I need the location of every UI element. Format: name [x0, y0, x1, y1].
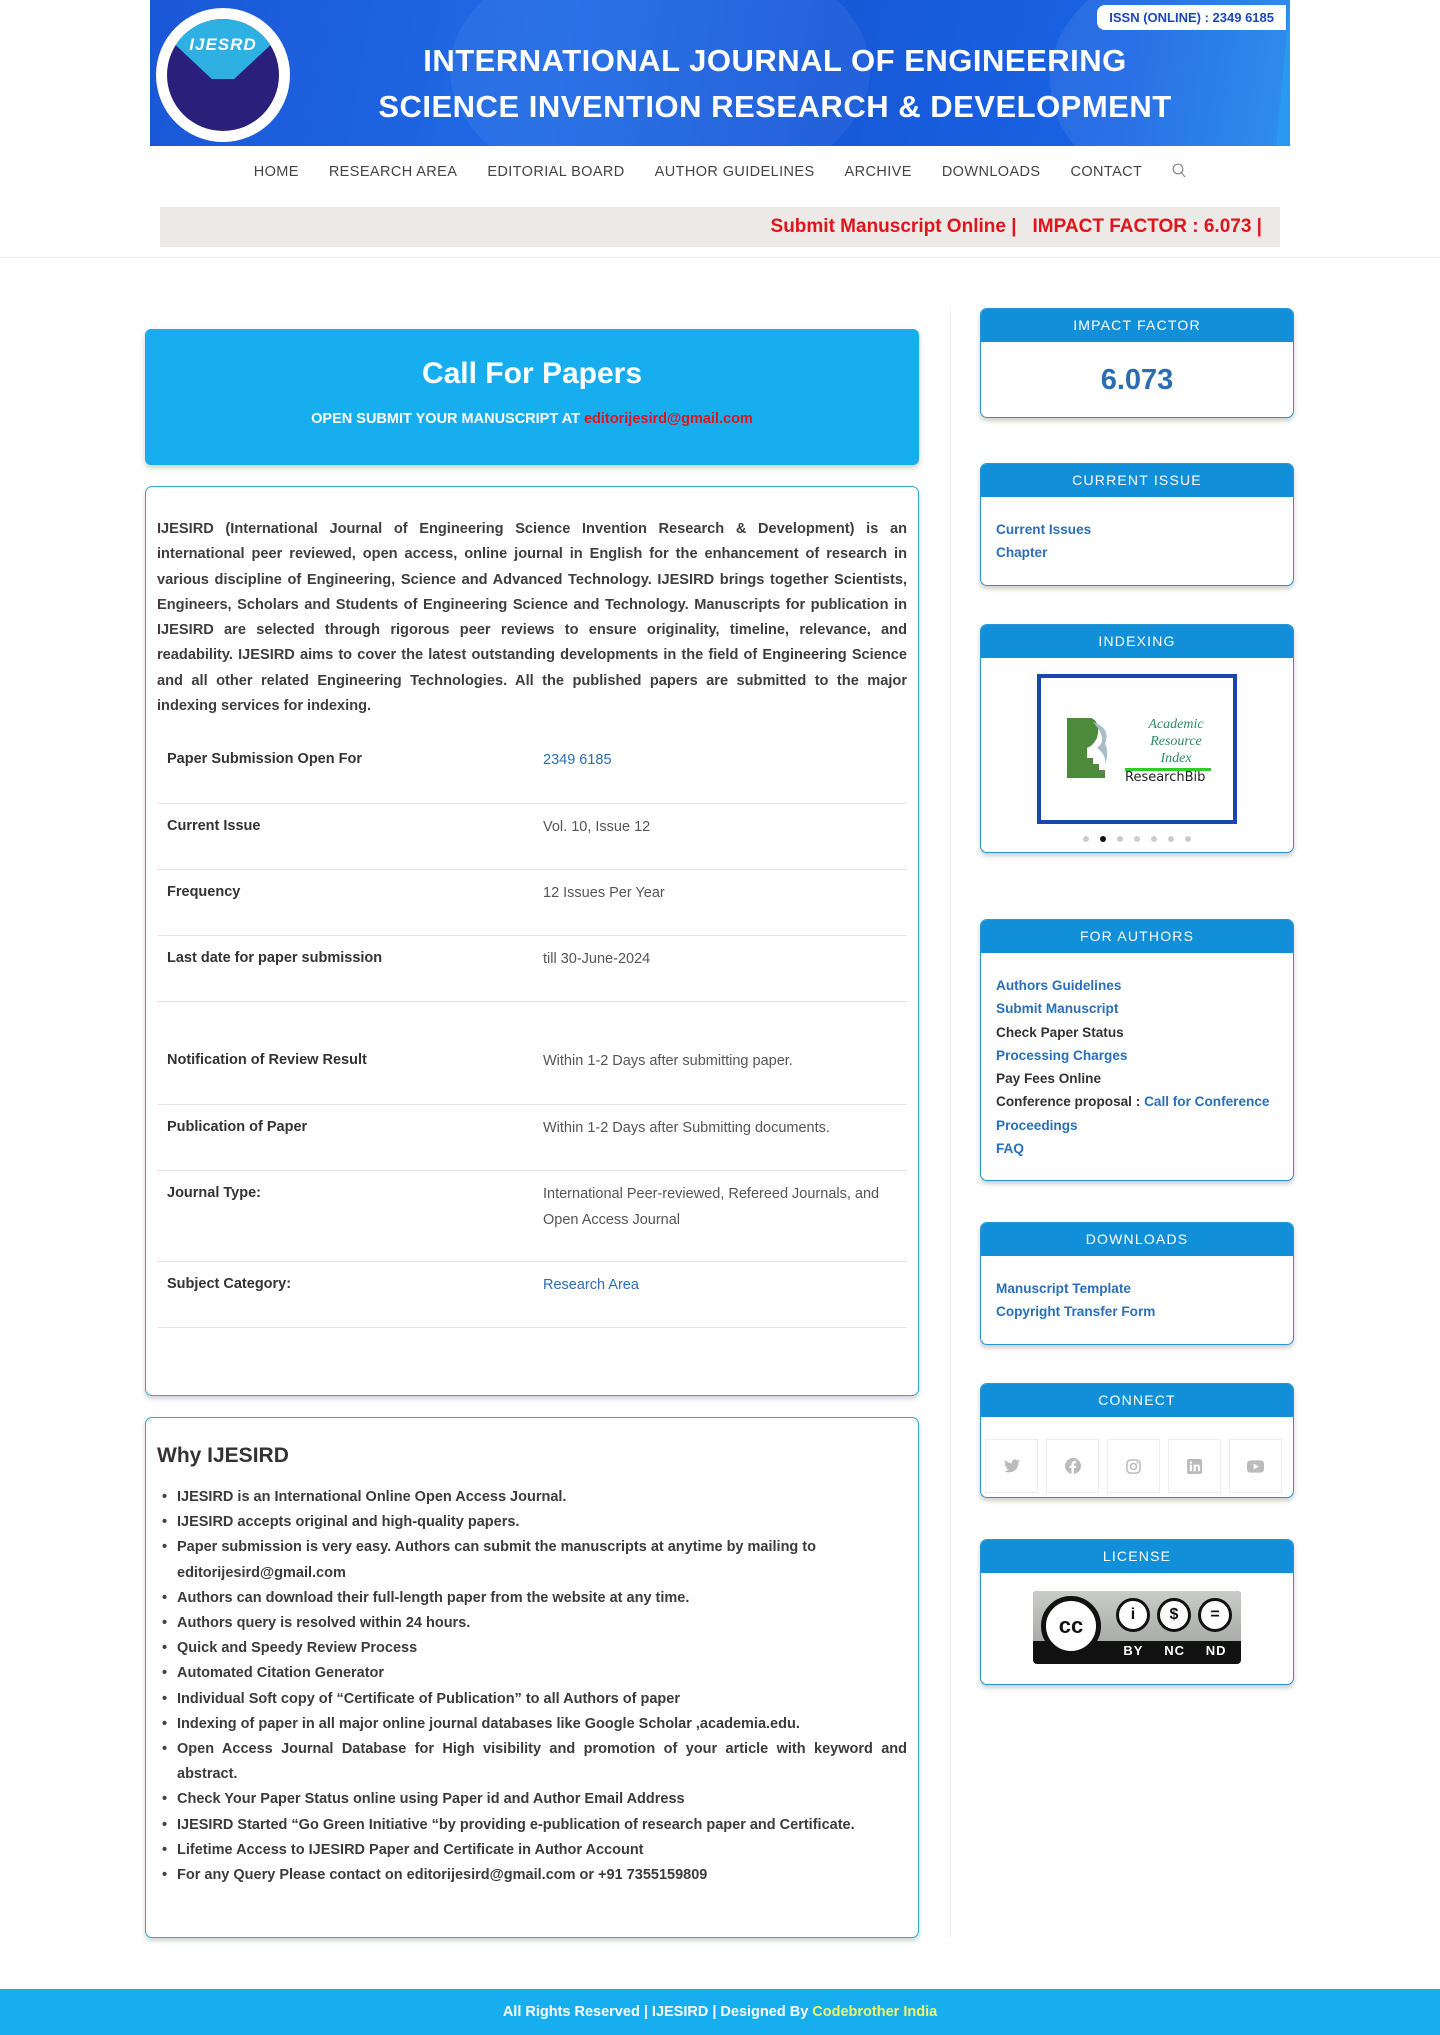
- pay-fees-online-link[interactable]: Pay Fees Online: [996, 1071, 1102, 1087]
- call-for-papers-subtitle: [145, 411, 919, 427]
- current-issues-link[interactable]: Current Issues: [996, 522, 1092, 537]
- row-value: till 30-June-2024: [543, 950, 651, 967]
- footer-text: All Rights Reserved | IJESIRD | Designed By: [502, 2004, 809, 2020]
- noderivatives-icon: =: [1198, 1598, 1232, 1632]
- column-divider: [950, 308, 951, 1938]
- journal-title: [300, 38, 1250, 130]
- authors-guidelines-link[interactable]: Authors Guidelines: [996, 978, 1122, 993]
- submission-email-link[interactable]: editorijesird@gmail.com: [583, 411, 753, 427]
- widget-title: DOWNLOADS: [981, 1223, 1293, 1256]
- widget-indexing: [980, 624, 1294, 853]
- social-links: [981, 1417, 1293, 1497]
- row-label: Last date for paper submission: [167, 949, 383, 966]
- widget-connect: [980, 1383, 1294, 1498]
- call-for-papers-title: Call For Papers: [421, 357, 643, 390]
- table-row: [157, 935, 907, 1001]
- nav-downloads[interactable]: DOWNLOADS: [941, 164, 1041, 180]
- widget-title: IMPACT FACTOR: [981, 309, 1293, 342]
- cc-labels: [1113, 1643, 1237, 1658]
- row-label: Notification of Review Result: [167, 1051, 367, 1068]
- nav-archive[interactable]: ARCHIVE: [844, 164, 912, 180]
- about-journal-card: [145, 486, 919, 1396]
- call-for-papers-text: OPEN SUBMIT YOUR MANUSCRIPT AT: [311, 411, 580, 427]
- row-value: 12 Issues Per Year: [543, 884, 665, 901]
- row-value: [533, 737, 907, 803]
- row-label: Paper Submission Open For: [167, 751, 362, 768]
- issn-link[interactable]: 2349 6185: [543, 752, 612, 769]
- why-title: Why IJESIRD: [157, 1444, 289, 1467]
- indexing-carousel-slide[interactable]: [1037, 674, 1237, 824]
- nav-home[interactable]: HOME: [253, 164, 299, 180]
- tagline-line: Index: [1160, 751, 1192, 766]
- cc-label-nc: NC: [1164, 1643, 1186, 1658]
- widget-title: CURRENT ISSUE: [981, 464, 1293, 497]
- carousel-dot-active[interactable]: [1100, 836, 1106, 842]
- call-for-conference-link[interactable]: Call for Conference: [1144, 1094, 1270, 1110]
- nav-research-area[interactable]: RESEARCH AREA: [328, 164, 458, 180]
- cc-by-nc-nd-badge[interactable]: [1033, 1591, 1241, 1664]
- ticker-submit-manuscript[interactable]: Submit Manuscript Online |: [770, 216, 1017, 237]
- noncommercial-icon: $: [1157, 1598, 1191, 1632]
- list-item: • Authors query is resolved within 24 hours.: [157, 1611, 907, 1636]
- conference-proposal: [996, 1090, 1278, 1113]
- carousel-dot[interactable]: [1083, 836, 1089, 842]
- row-value: [533, 1261, 907, 1327]
- journal-logo[interactable]: [156, 8, 290, 142]
- widget-license: [980, 1539, 1294, 1685]
- linkedin-icon[interactable]: [1168, 1439, 1221, 1493]
- row-label: Journal Type:: [167, 1184, 261, 1201]
- processing-charges-link[interactable]: Processing Charges: [996, 1047, 1128, 1063]
- carousel-dot[interactable]: [1151, 836, 1157, 842]
- list-item: • Individual Soft copy of “Certificate of Publication” to all Authors of paper: [157, 1687, 907, 1712]
- conference-label: Conference proposal :: [996, 1094, 1141, 1110]
- copyright-form-link[interactable]: Copyright Transfer Form: [996, 1304, 1156, 1320]
- issn-badge: ISSN (ONLINE) : 2349 6185: [1097, 5, 1286, 30]
- facebook-icon[interactable]: [1046, 1439, 1099, 1493]
- search-icon[interactable]: [1157, 163, 1201, 182]
- row-value: Vol. 10, Issue 12: [543, 818, 651, 835]
- news-ticker: [160, 207, 1280, 247]
- carousel-dots: [981, 836, 1293, 842]
- proceedings-link[interactable]: Proceedings: [996, 1117, 1078, 1133]
- carousel-dot[interactable]: [1117, 836, 1123, 842]
- row-value: International Peer-reviewed, Refereed Journals, and Open Access Journal: [543, 1185, 880, 1228]
- why-list: [157, 1485, 907, 1888]
- row-label: Frequency: [167, 883, 241, 900]
- list-item: • Check Your Paper Status online using Paper id and Author Email Address: [157, 1787, 907, 1812]
- list-item: • Paper submission is very easy. Authors can submit the manuscripts at anytime by mailing to editorijesird@gmail.com: [157, 1535, 907, 1585]
- check-paper-status-link[interactable]: Check Paper Status: [996, 1024, 1124, 1040]
- list-item: • For any Query Please contact on editorijesird@gmail.com or +91 7355159809: [157, 1863, 907, 1888]
- widget-downloads: [980, 1222, 1294, 1345]
- about-paragraph: IJESIRD (International Journal of Engineering Science Invention Research & Development) is an international peer reviewed, open access, online journal in English for the enhancement of research in various discipline of Engineering, Science and Advanced Technology. IJESIRD brings together Scientists, Engineers, Scholars and Students of Engineering Science and Technology. Manuscripts for publication in IJESIRD are selected through rigorous peer reviews to ensure originality, timeline, relevance, and readability. IJESIRD aims to cover the latest outstanding developments in the field of Engineering Science and all other related Engineering Technologies. All the published papers are submitted to the major indexing services for indexing.: [157, 521, 907, 715]
- journal-title-line2: SCIENCE INVENTION RESEARCH & DEVELOPMENT: [378, 89, 1172, 124]
- list-item: • IJESIRD accepts original and high-quality papers.: [157, 1510, 907, 1535]
- list-item: • Quick and Speedy Review Process: [157, 1636, 907, 1661]
- carousel-dot[interactable]: [1185, 836, 1191, 842]
- manuscript-template-link[interactable]: Manuscript Template: [996, 1281, 1131, 1296]
- why-journal-card: [145, 1417, 919, 1938]
- attribution-icon: i: [1116, 1598, 1150, 1632]
- site-banner[interactable]: [150, 0, 1290, 146]
- submit-manuscript-link[interactable]: Submit Manuscript: [996, 1001, 1119, 1017]
- list-item: • Open Access Journal Database for High visibility and promotion of your article with keyword and abstract.: [157, 1737, 907, 1787]
- row-value: Within 1-2 Days after Submitting documents.: [543, 1119, 830, 1136]
- widget-title: CONNECT: [981, 1384, 1293, 1417]
- row-label: Subject Category:: [167, 1275, 292, 1292]
- table-row: [157, 869, 907, 935]
- site-footer: [0, 1989, 1440, 2035]
- researchbib-logo-icon: [1067, 718, 1111, 782]
- research-area-link[interactable]: Research Area: [543, 1276, 639, 1293]
- twitter-icon[interactable]: [985, 1439, 1038, 1493]
- cc-label-nd: ND: [1205, 1643, 1227, 1658]
- carousel-dot[interactable]: [1168, 836, 1174, 842]
- widget-title: LICENSE: [981, 1540, 1293, 1573]
- logo-text: IJESRD: [189, 35, 257, 54]
- table-row: [157, 1261, 907, 1327]
- logo-emblem-icon: [167, 19, 279, 131]
- journal-title-line1: INTERNATIONAL JOURNAL OF ENGINEERING: [423, 43, 1127, 78]
- list-item: • Automated Citation Generator: [157, 1661, 907, 1686]
- widget-impact-factor: [980, 308, 1294, 418]
- cc-icon: cc: [1041, 1596, 1101, 1656]
- carousel-dot[interactable]: [1134, 836, 1140, 842]
- chapter-link[interactable]: Chapter: [996, 545, 1048, 561]
- cc-label-by: BY: [1123, 1643, 1144, 1658]
- call-for-papers-banner: [145, 329, 919, 465]
- designer-credit-link[interactable]: Codebrother India: [812, 2004, 938, 2020]
- list-item: • IJESIRD Started “Go Green Initiative “by providing e-publication of research paper and Certificate.: [157, 1813, 907, 1838]
- main-nav: [0, 146, 1440, 198]
- row-label: Current Issue: [167, 817, 261, 834]
- table-row: [157, 803, 907, 869]
- journal-info-table: [157, 737, 907, 1328]
- row-label: Publication of Paper: [167, 1118, 308, 1135]
- list-item: • Authors can download their full-length paper from the website at any time.: [157, 1586, 907, 1611]
- table-row: [157, 1170, 907, 1261]
- widget-current-issue: [980, 463, 1294, 586]
- faq-link[interactable]: FAQ: [996, 1141, 1024, 1157]
- list-item: • Indexing of paper in all major online journal databases like Google Scholar ,academia.edu.: [157, 1712, 907, 1737]
- table-row: [157, 1104, 907, 1170]
- researchbib-name: ResearchBib: [1125, 770, 1206, 785]
- researchbib-tagline: [1131, 716, 1221, 767]
- youtube-icon[interactable]: [1229, 1439, 1282, 1493]
- row-value: Within 1-2 Days after submitting paper.: [543, 1052, 793, 1069]
- header-divider: [0, 257, 1440, 258]
- widget-title: FOR AUTHORS: [981, 920, 1293, 953]
- nav-contact[interactable]: CONTACT: [1070, 164, 1143, 180]
- tagline-line: Academic: [1148, 717, 1204, 732]
- list-item: • Lifetime Access to IJESIRD Paper and Certificate in Author Account: [157, 1838, 907, 1863]
- nav-editorial-board[interactable]: EDITORIAL BOARD: [487, 164, 625, 180]
- table-row: [157, 1001, 907, 1104]
- instagram-icon[interactable]: [1107, 1439, 1160, 1493]
- nav-author-guidelines[interactable]: AUTHOR GUIDELINES: [654, 164, 815, 180]
- ticker-impact-factor: IMPACT FACTOR : 6.073 |: [1032, 216, 1262, 237]
- widget-title: INDEXING: [981, 625, 1293, 658]
- list-item: • IJESIRD is an International Online Open Access Journal.: [157, 1485, 907, 1510]
- tagline-line: Resource: [1150, 734, 1202, 749]
- widget-for-authors: [980, 919, 1294, 1181]
- impact-factor-value: 6.073: [1100, 364, 1174, 396]
- table-row: [157, 737, 907, 803]
